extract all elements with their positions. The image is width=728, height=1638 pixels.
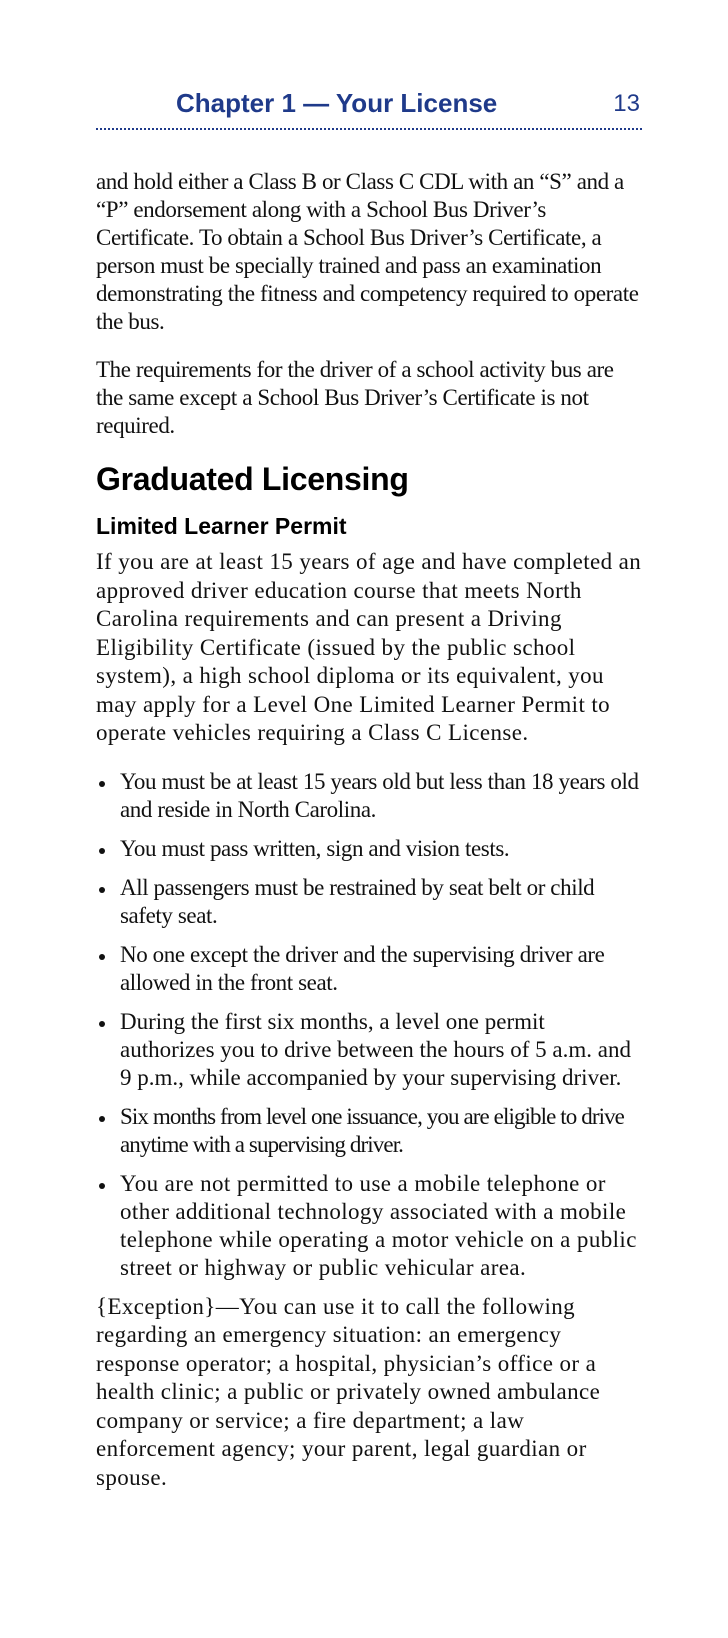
page-number: 13 bbox=[613, 90, 640, 117]
bullet-icon bbox=[99, 1021, 105, 1027]
list-item bbox=[96, 1170, 644, 1282]
list-item-text: No one except the driver and the supervising driver are allowed in the front seat. bbox=[120, 941, 605, 995]
bullet-icon bbox=[99, 887, 105, 893]
list-item-text: During the first six months, a level one permit authorizes you to drive between the hours of 5 a.m. and 9 p.m., while accompanied by your supervising driver. bbox=[120, 1008, 631, 1090]
requirements-list bbox=[96, 768, 644, 1282]
bullet-icon bbox=[99, 1183, 105, 1189]
bullet-icon bbox=[99, 954, 105, 960]
body-text bbox=[96, 168, 644, 1512]
paragraph-permit-eligibility: If you are at least 15 years of age and have completed an approved driver education course that meets North Carolina requirements and can present a Driving Eligibility Certificate (issued by the public school system), a high school diploma or its equivalent, you may apply for a Level One Limited Learner Permit to operate vehicles requiring a Class C License. bbox=[96, 549, 642, 745]
bullet-icon bbox=[99, 781, 105, 787]
running-header bbox=[96, 84, 642, 124]
paragraph-cdl-requirements: and hold either a Class B or Class C CDL with an “S” and a “P” endorsement along with a School Bus Driver’s Certificate. To obtain a School Bus Driver’s Certificate, a person must be specially trained and pass an examination demonstrating the fitness and competency required to operate the bus. bbox=[96, 169, 639, 334]
list-item-text: You must pass written, sign and vision tests. bbox=[120, 835, 510, 861]
list-item-text: Six months from level one issuance, you are eligible to drive anytime with a supervising driver. bbox=[120, 1103, 624, 1157]
section-heading: Graduated Licensing bbox=[96, 461, 409, 497]
subsection-heading: Limited Learner Permit bbox=[96, 513, 347, 539]
list-item bbox=[96, 1103, 644, 1159]
bullet-icon bbox=[99, 848, 105, 854]
list-item bbox=[96, 768, 644, 824]
header-dotted-rule bbox=[96, 128, 642, 130]
chapter-title: Chapter 1 — Your License bbox=[176, 88, 498, 118]
list-item-text: You are not permitted to use a mobile telephone or other additional technology associated with a mobile telephone while operating a motor vehicle on a public street or highway or public vehicular area. bbox=[120, 1170, 637, 1280]
list-item-text: All passengers must be restrained by seat belt or child safety seat. bbox=[120, 874, 595, 928]
list-item-text: You must be at least 15 years old but less than 18 years old and reside in North Carolina. bbox=[120, 768, 639, 822]
list-item bbox=[96, 874, 644, 930]
paragraph-exception: {Exception}—You can use it to call the following regarding an emergency situation: an emergency response operator; a hospital, physician’s office or a health clinic; a public or privately owned ambulance company or service; a fire department; a law enforcement agency; your parent, legal guardian or spouse. bbox=[96, 1293, 601, 1490]
list-item bbox=[96, 941, 644, 997]
bullet-icon bbox=[99, 1116, 105, 1122]
paragraph-activity-bus: The requirements for the driver of a school activity bus are the same except a School Bus Driver’s Certificate is not required. bbox=[96, 357, 614, 438]
list-item bbox=[96, 835, 644, 863]
list-item bbox=[96, 1008, 644, 1092]
